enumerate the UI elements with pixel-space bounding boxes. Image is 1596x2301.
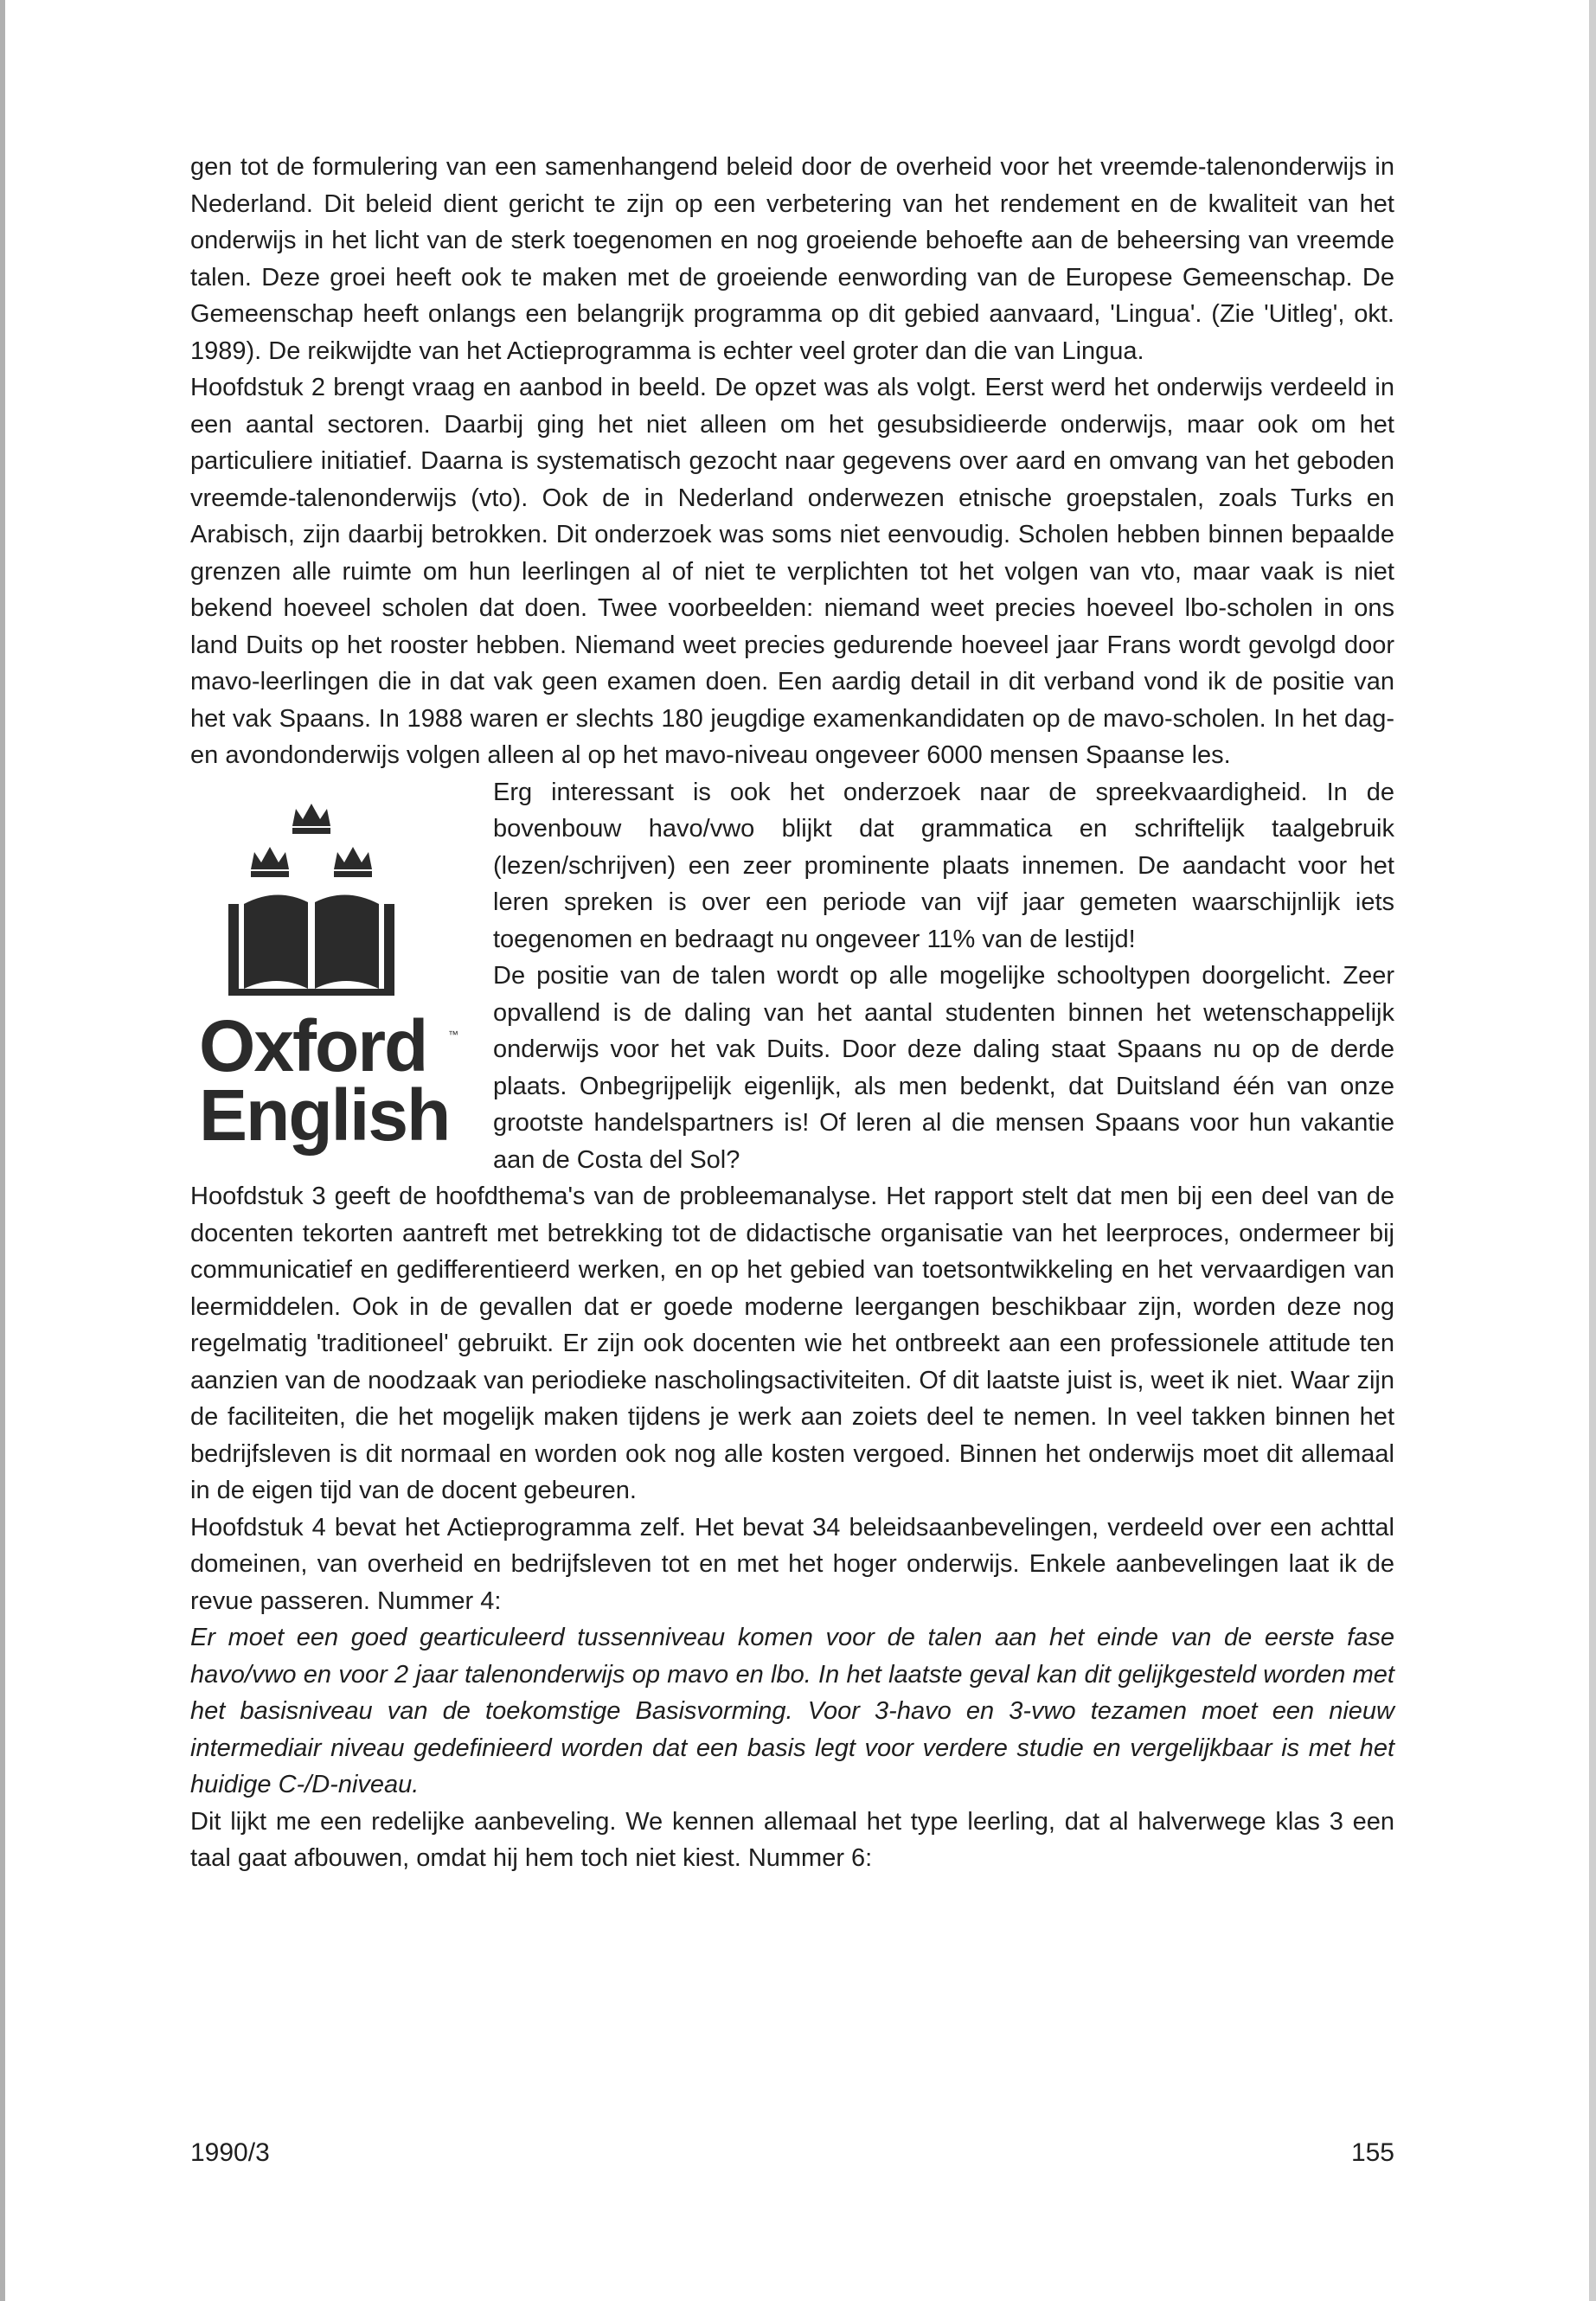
paragraph-hoofdstuk-3: Hoofdstuk 3 geeft de hoofdthema's van de probleemanalyse. Het rapport stelt dat men bij een deel van de docenten tekorten aantreft met betrekking tot de didactische organisatie van het leerproces, ondermeer bij communicatief en gedifferentieerd werken, en op het gebied van toetsontwikkeling en het vervaardigen van leermiddelen. Ook in de gevallen dat er goede moderne leergangen beschikbaar zijn, worden deze nog regelmatig 'traditioneel' gebruikt. Er zijn ook docenten wie het ontbreekt aan een professionele attitude ten aanzien van de noodzaak van periodieke nascholingsactiviteiten. Of dit laatste juist is, weet ik niet. Waar zijn de faciliteiten, die het mogelijk maken tijdens je werk aan zoiets deel te nemen. In veel takken binnen het bedrijfsleven is dit normaal en worden ook nog alle kosten vergoed. Binnen het onderwijs moet dit allemaal in de eigen tijd van de docent gebeuren. bbox=[190, 1183, 1394, 1504]
scan-edge-right bbox=[1589, 0, 1596, 2301]
article-body bbox=[190, 149, 1394, 1877]
paragraph-hoofdstuk-4: Hoofdstuk 4 bevat het Actieprogramma zelf. Het bevat 34 beleidsaanbevelingen, verdeeld over een achttal domeinen, van overheid en bedrijfsleven tot en met het hoger onderwijs. Enkele aanbevelingen laat ik de revue passeren. Nummer 4: bbox=[190, 1513, 1394, 1615]
crowns-open-book-icon bbox=[225, 797, 398, 996]
scan-edge-left bbox=[0, 0, 5, 2301]
paragraph-positie-talen: De positie van de talen wordt op alle mogelijke schooltypen doorgelicht. Zeer opvallend is de daling van het aantal studenten binnen het wetenschappelijk onderwijs voor het vak Duits. Door deze daling staat Spaans nu op de derde plaats. Onbegrijpelijk eigenlijk, als men bedenkt, dat Duitsland één van onze grootste handelspartners is! Of leren al die mensen Spaans voor hun vakantie aan de Costa del Sol? bbox=[493, 962, 1394, 1174]
logo-wrap-section bbox=[190, 774, 1394, 1179]
paragraph-spreekvaardigheid: Erg interessant is ook het onderzoek naar de spreekvaardigheid. In de bovenbouw havo/vwo blijkt dat grammatica en schriftelijk taalgebruik (lezen/schrijven) een zeer prominente plaats innemen. De aandacht voor het leren spreken is over een periode van vijf jaar gemeten waarschijnlijk iets toegenomen en bedraagt nu ongeveer 11% van de lestijd! bbox=[493, 778, 1394, 953]
paragraph-intro: gen tot de formulering van een samenhangend beleid door de overheid voor het vreemde-talenonderwijs in Nederland. Dit beleid dient gericht te zijn op een verbetering van het rendement en de kwaliteit van het onderwijs in het licht van de sterk toegenomen en nog groeiende behoefte aan de beheersing van vreemde talen. Deze groei heeft ook te maken met de groeiende eenwording van de Europese Gemeenschap. De Gemeenschap heeft onlangs een belangrijk programma op dit gebied aanvaard, 'Lingua'. (Zie 'Uitleg', okt. 1989). De reikwijdte van het Actieprogramma is echter veel groter dan die van Lingua. bbox=[190, 153, 1394, 365]
page-number: 155 bbox=[1350, 2138, 1394, 2167]
trademark-symbol: ™ bbox=[448, 1028, 458, 1041]
oxford-english-logo bbox=[190, 797, 476, 1177]
logo-text-english: English bbox=[199, 1074, 450, 1156]
logo-text-oxford: Oxford bbox=[199, 1004, 427, 1086]
quote-aanbeveling-4: Er moet een goed gearticuleerd tussenniveau komen voor de talen aan het einde van de eerste fase havo/vwo en voor 2 jaar talenonderwijs op mavo en lbo. In het laatste geval kan dit gelijkgesteld worden met het basisniveau van de toekomstige Basisvorming. Voor 3-havo en 3-vwo tezamen moet een nieuw intermediair niveau gedefinieerd worden dat een basis legt voor verdere studie en vergelijkbaar is met het huidige C-/D-niveau. bbox=[190, 1624, 1394, 1798]
paragraph-closing: Dit lijkt me een redelijke aanbeveling. We kennen allemaal het type leerling, dat al halverwege klas 3 een taal gaat afbouwen, omdat hij hem toch niet kiest. Nummer 6: bbox=[190, 1807, 1394, 1872]
paragraph-hoofdstuk-2: Hoofdstuk 2 brengt vraag en aanbod in beeld. De opzet was als volgt. Eerst werd het onderwijs verdeeld in een aantal sectoren. Daarbij ging het niet alleen om het gesubsidieerde onderwijs, maar ook om het particuliere initiatief. Daarna is systematisch gezocht naar gegevens over aard en omvang van het geboden vreemde-talenonderwijs (vto). Ook de in Nederland onderwezen etnische groepstalen, zoals Turks en Arabisch, zijn daarbij betrokken. Dit onderzoek was soms niet eenvoudig. Scholen hebben binnen bepaalde grenzen alle ruimte om hun leerlingen al of niet te verplichten tot het volgen van vto, maar vaak is niet bekend hoeveel scholen dat doen. Twee voorbeelden: niemand weet precies hoeveel lbo-scholen in ons land Duits op het rooster hebben. Niemand weet precies gedurende hoeveel jaar Frans wordt gevolgd door mavo-leerlingen die in dat vak geen examen doen. Een aardig detail in dit verband vond ik de positie van het vak Spaans. In 1988 waren er slechts 180 jeugdige examenkandidaten op de mavo-scholen. In het dag- en avondonderwijs volgen alleen al op het mavo-niveau ongeveer 6000 mensen Spaanse les. bbox=[190, 374, 1394, 769]
issue-number: 1990/3 bbox=[190, 2138, 270, 2167]
